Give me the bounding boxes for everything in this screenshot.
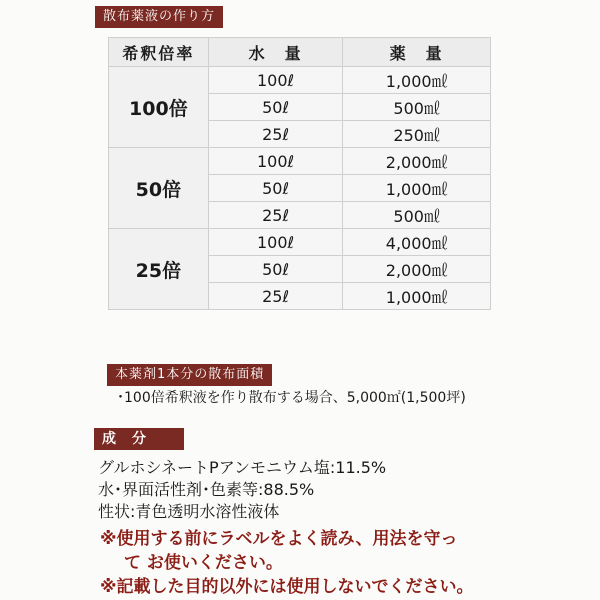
table-header-row: [109, 38, 491, 67]
section-title-mixing: 散布薬液の作り方: [95, 6, 223, 28]
chem-cell: 1,000㎖: [343, 67, 491, 94]
water-cell: 50ℓ: [208, 256, 343, 283]
chem-cell: 500㎖: [343, 202, 491, 229]
warning-line: ※記載した目的以外には使用しないでください。: [100, 577, 474, 597]
warning-line: ※使用する前にラベルをよく読み、用法を守っ: [100, 529, 458, 549]
header-ratio: 希釈倍率: [109, 38, 209, 67]
table-row: [109, 148, 491, 175]
section-title-ingredients: 成 分: [94, 428, 184, 450]
chem-cell: 500㎖: [343, 94, 491, 121]
header-water: 水 量: [208, 38, 343, 67]
water-cell: 25ℓ: [208, 202, 343, 229]
water-cell: 100ℓ: [208, 148, 343, 175]
section-title-coverage: 本薬剤1本分の散布面積: [107, 364, 272, 386]
dilution-table: [108, 37, 491, 310]
ingredient-line: 性状:青色透明水溶性液体: [98, 502, 280, 521]
water-cell: 50ℓ: [208, 175, 343, 202]
chem-cell: 2,000㎖: [343, 148, 491, 175]
water-cell: 100ℓ: [208, 67, 343, 94]
water-cell: 25ℓ: [208, 121, 343, 148]
ratio-cell: 50倍: [109, 148, 209, 229]
chem-cell: 1,000㎖: [343, 283, 491, 310]
header-chem: 薬 量: [343, 38, 491, 67]
table-row: [109, 229, 491, 256]
water-cell: 25ℓ: [208, 283, 343, 310]
table-row: [109, 67, 491, 94]
ingredient-line: グルホシネートPアンモニウム塩:11.5%: [98, 458, 387, 477]
ingredient-line: 水･界面活性剤･色素等:88.5%: [98, 480, 315, 499]
chem-cell: 1,000㎖: [343, 175, 491, 202]
water-cell: 100ℓ: [208, 229, 343, 256]
ratio-cell: 100倍: [109, 67, 209, 148]
ratio-cell: 25倍: [109, 229, 209, 310]
warning-line: て お使いください。: [124, 553, 283, 573]
chem-cell: 4,000㎖: [343, 229, 491, 256]
chem-cell: 250㎖: [343, 121, 491, 148]
coverage-note: ･100倍希釈液を作り散布する場合、5,000㎡(1,500坪): [117, 390, 466, 406]
chem-cell: 2,000㎖: [343, 256, 491, 283]
water-cell: 50ℓ: [208, 94, 343, 121]
